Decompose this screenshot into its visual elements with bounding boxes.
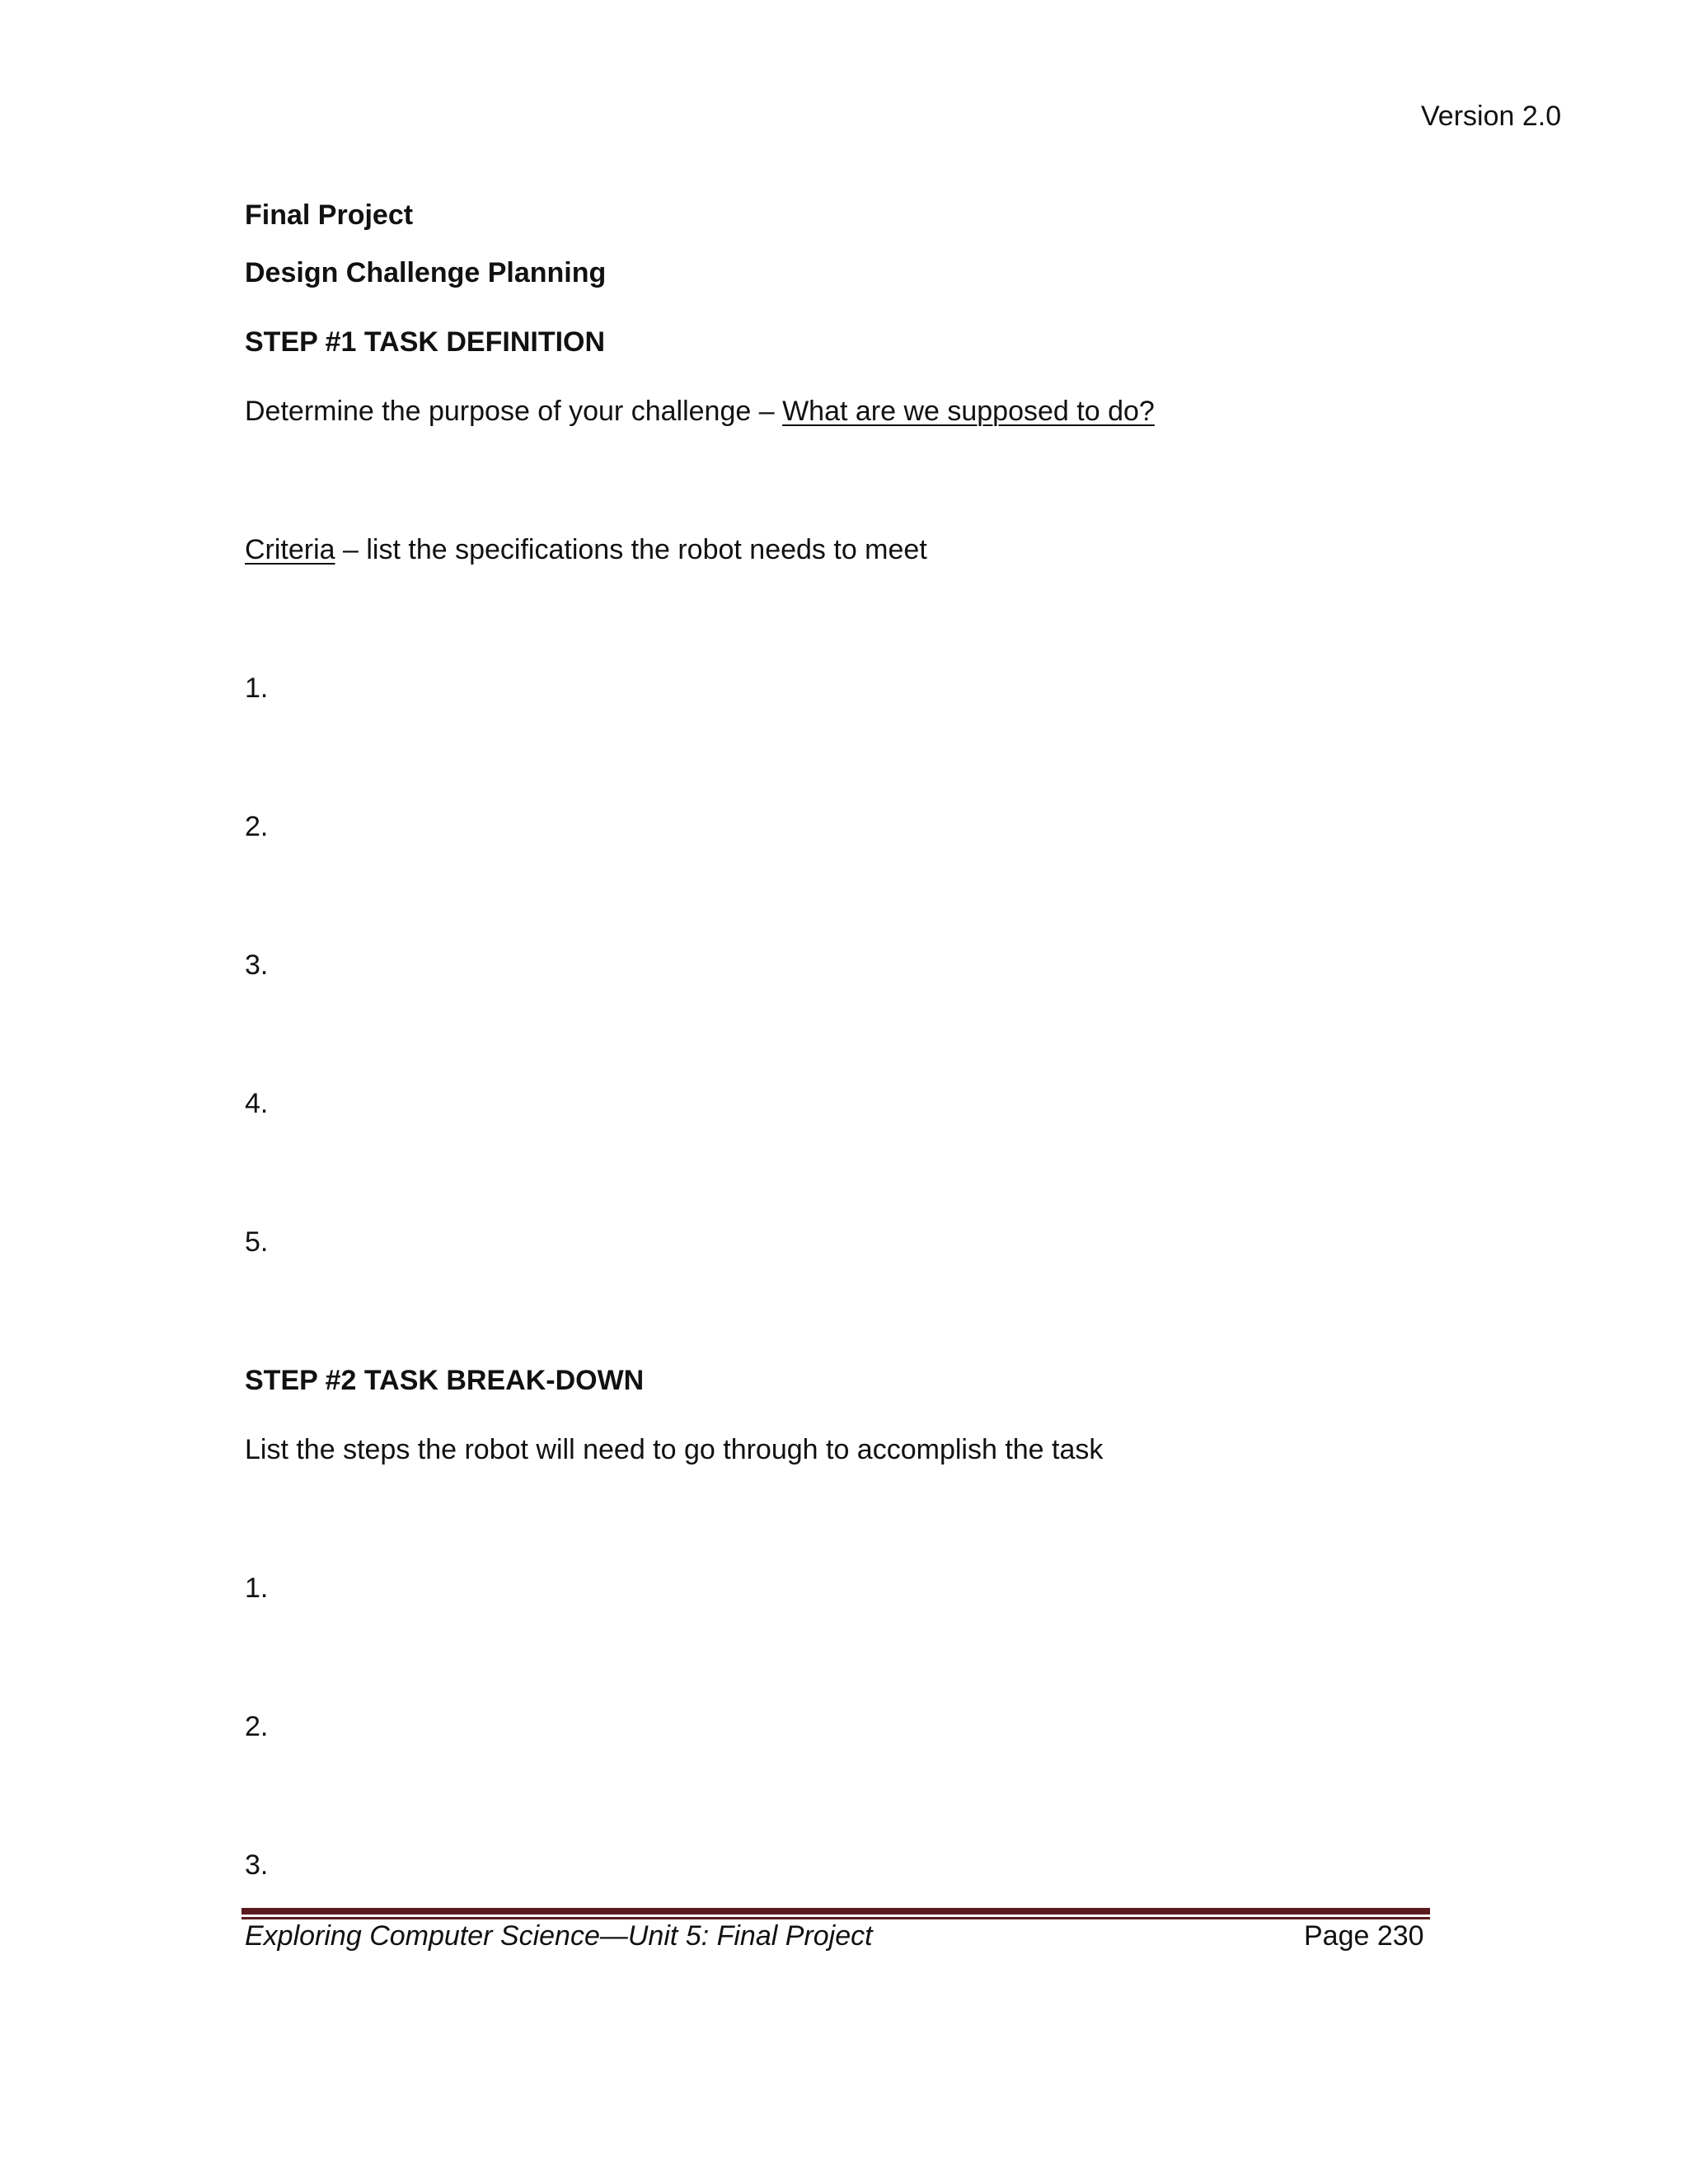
breakdown-item-3: 3.: [245, 1849, 269, 1881]
step1-purpose-line: [245, 397, 1155, 425]
step1-heading: STEP #1 TASK DEFINITION: [245, 326, 606, 358]
page-subtitle: Design Challenge Planning: [245, 257, 607, 288]
criteria-line: [245, 536, 927, 564]
criteria-item-4: 4.: [245, 1088, 269, 1119]
criteria-item-1: 1.: [245, 673, 269, 704]
purpose-question: What are we supposed to do?: [782, 396, 1155, 427]
purpose-prefix: Determine the purpose of your challenge –: [245, 396, 783, 427]
footer-course-title: Exploring Computer Science—Unit 5: Final Project: [245, 1920, 873, 1952]
breakdown-item-1: 1.: [245, 1572, 269, 1604]
footer-rule-thin: [241, 1917, 1430, 1919]
criteria-item-5: 5.: [245, 1226, 269, 1258]
breakdown-item-2: 2.: [245, 1711, 269, 1742]
step2-instruction: List the steps the robot will need to go through to accomplish the task: [245, 1434, 1104, 1465]
footer-rule: [241, 1908, 1430, 1915]
criteria-item-2: 2.: [245, 811, 269, 842]
criteria-description: – list the specifications the robot needs to meet: [335, 534, 927, 565]
footer-page-number: Page 230: [1304, 1920, 1424, 1952]
criteria-item-3: 3.: [245, 949, 269, 981]
step2-heading: STEP #2 TASK BREAK-DOWN: [245, 1365, 645, 1396]
page-title: Final Project: [245, 199, 414, 231]
version-label: Version 2.0: [1421, 101, 1562, 132]
criteria-label: Criteria: [245, 534, 335, 565]
